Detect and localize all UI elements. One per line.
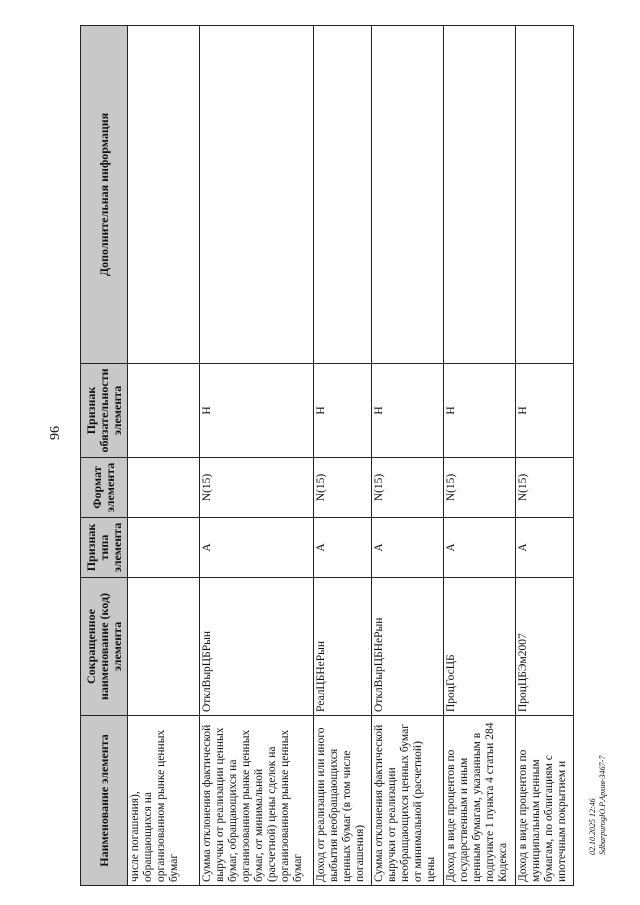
cell-name: Сумма отклонения фактической выручки от реализации ценных бумаг, обращающихся на организованном рынке ценных бумаг, от минимальной (расчетной) цены сделок на организованном рынке ценных бумаг — [200, 716, 314, 886]
cell-info — [128, 26, 200, 364]
cell-format: N(15) — [314, 458, 372, 518]
cell-format: N(15) — [200, 458, 314, 518]
stamp-datetime: 02.10.2025 12:46 — [588, 798, 597, 855]
stamp-archive-id: SdbarpurogЮ.Р.Архив-3467-7 — [598, 755, 607, 855]
rotated-page-content — [80, 26, 580, 886]
cell-required — [128, 364, 200, 458]
cell-info — [372, 26, 444, 364]
table-row — [372, 26, 444, 886]
cell-code: ОтклВырЦБРын — [200, 578, 314, 716]
cell-name: Сумма отклонения фактической выручки от реализации необращающихся ценных бумаг от минимальной (расчетной) цены — [372, 716, 444, 886]
header-format: Формат элемента — [81, 458, 128, 518]
header-row — [81, 26, 128, 886]
cell-name: Доход от реализации или иного выбытия необращающихся ценных бумаг (в том числе погашения) — [314, 716, 372, 886]
table-row — [200, 26, 314, 886]
header-name: Наименование элемента — [81, 716, 128, 886]
cell-info — [444, 26, 516, 364]
cell-required: Н — [516, 364, 574, 458]
cell-format: N(15) — [372, 458, 444, 518]
header-required: Признак обязательности элемента — [81, 364, 128, 458]
cell-type: А — [516, 518, 574, 578]
cell-type: А — [372, 518, 444, 578]
cell-type — [128, 518, 200, 578]
cell-name: Доход в виде процентов по муниципальным ценным бумагам, по облигациям с ипотечным покрытием и — [516, 716, 574, 886]
cell-required: Н — [200, 364, 314, 458]
cell-format: N(15) — [516, 458, 574, 518]
cell-name: Доход в виде процентов по государственным и иным ценным бумагам, указанным в подпункте 1 пункта 4 статьи 284 Кодекса — [444, 716, 516, 886]
cell-code: РеалЦБНеРын — [314, 578, 372, 716]
cell-required: Н — [444, 364, 516, 458]
header-info: Дополнительная информация — [81, 26, 128, 364]
cell-type: А — [314, 518, 372, 578]
cell-format — [128, 458, 200, 518]
cell-name: числе погашения), обращающихся на организованном рынке ценных бумаг — [128, 716, 200, 886]
cell-format: N(15) — [444, 458, 516, 518]
cell-required: Н — [314, 364, 372, 458]
table-row — [314, 26, 372, 886]
cell-info — [314, 26, 372, 364]
table-row — [128, 26, 200, 886]
cell-type: А — [200, 518, 314, 578]
cell-code: ПроцЦБЭм2007 — [516, 578, 574, 716]
cell-code: ПроцГосЦБ — [444, 578, 516, 716]
cell-info — [200, 26, 314, 364]
archive-stamp — [588, 756, 608, 855]
element-spec-table — [80, 25, 574, 886]
page-number: 96 — [48, 426, 63, 440]
header-type: Признак типа элемента — [81, 518, 128, 578]
cell-required: Н — [372, 364, 444, 458]
cell-code: ОтклВырЦБНеРын — [372, 578, 444, 716]
header-code: Сокращенное наименование (код) элемента — [81, 578, 128, 716]
cell-code — [128, 578, 200, 716]
table-row — [444, 26, 516, 886]
cell-type: А — [444, 518, 516, 578]
table-row — [516, 26, 574, 886]
cell-info — [516, 26, 574, 364]
